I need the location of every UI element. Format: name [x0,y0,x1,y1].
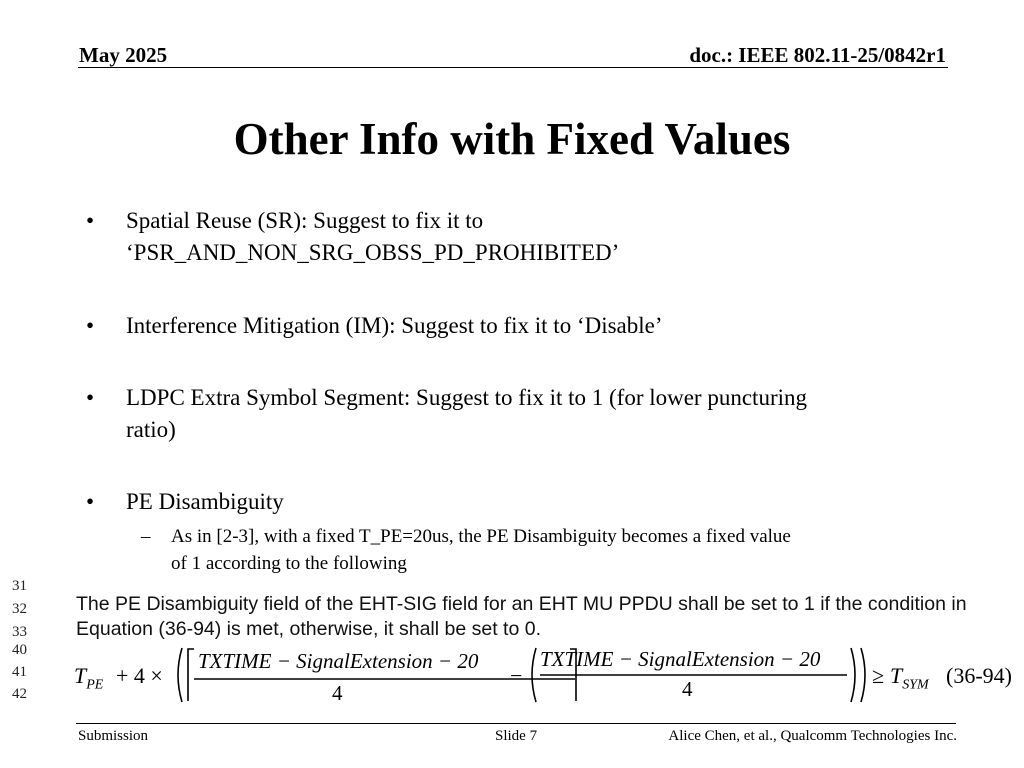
bullet-dot-icon: • [86,385,95,410]
bullet-dot-icon: • [86,313,95,338]
bullet-text: PE Disambiguity [126,489,284,514]
line-number: 40 [12,642,27,658]
outer-right-paren-icon [861,648,865,702]
excerpt-text-line: Equation (36-94) is met, otherwise, it shall be set to 0. [76,618,541,640]
left-paren-icon [178,648,182,702]
footer-author: Alice Chen, et al., Qualcomm Technologies Inc. [668,728,957,744]
header-divider [78,67,948,68]
numerator-2: TXTIME − SignalExtension − 20 [540,647,821,671]
slide-title: Other Info with Fixed Values [233,114,791,164]
ceil-left-icon [188,649,194,701]
line-number: 33 [12,624,27,640]
line-number: 31 [12,578,27,594]
footer-slide-number: Slide 7 [495,728,538,744]
excerpt-text-line: The PE Disambiguity field of the EHT-SIG field for an EHT MU PPDU shall be set to 1 if the condition in [76,593,967,615]
denominator-1: 4 [332,681,343,705]
formula-lhs: $T_{PE}$ [74,663,104,693]
header-date: May 2025 [79,43,168,67]
numerator-1: TXTIME − SignalExtension − 20 [198,649,479,673]
footer-divider [76,723,956,724]
formula-geq: ≥ [872,663,885,688]
denominator-2: 4 [682,677,693,701]
equation-number: (36-94) [946,663,1012,688]
line-number: 42 [12,686,27,702]
equation-36-94 [74,645,1014,705]
sub-bullet-text: As in [2-3], with a fixed T_PE=20us, the PE Disambiguity becomes a fixed value of 1 according to the following [171,526,791,574]
line-number: 41 [12,664,27,680]
footer-submission: Submission [78,728,149,744]
formula-rhs: $T_{SYM}$ [890,663,929,693]
left-paren-icon [532,648,536,702]
right-paren-icon [851,648,855,702]
bullet-text: Spatial Reuse (SR): Suggest to fix it to ‘PSR_AND_NON_SRG_OBSS_PD_PROHIBITED’ [126,208,620,265]
bullet-text: Interference Mitigation (IM): Suggest to fix it to ‘Disable’ [126,313,663,338]
bullet-dot-icon: • [86,208,95,233]
dash-icon: – [141,526,151,547]
bullet-text: LDPC Extra Symbol Segment: Suggest to fix it to 1 (for lower puncturing ratio) [126,385,807,442]
line-number: 32 [12,601,27,617]
formula-plus-times: + 4 × [116,663,163,688]
bullet-dot-icon: • [86,489,95,514]
formula-minus: − [510,663,523,688]
header-doc-id: doc.: IEEE 802.11-25/0842r1 [689,43,946,67]
